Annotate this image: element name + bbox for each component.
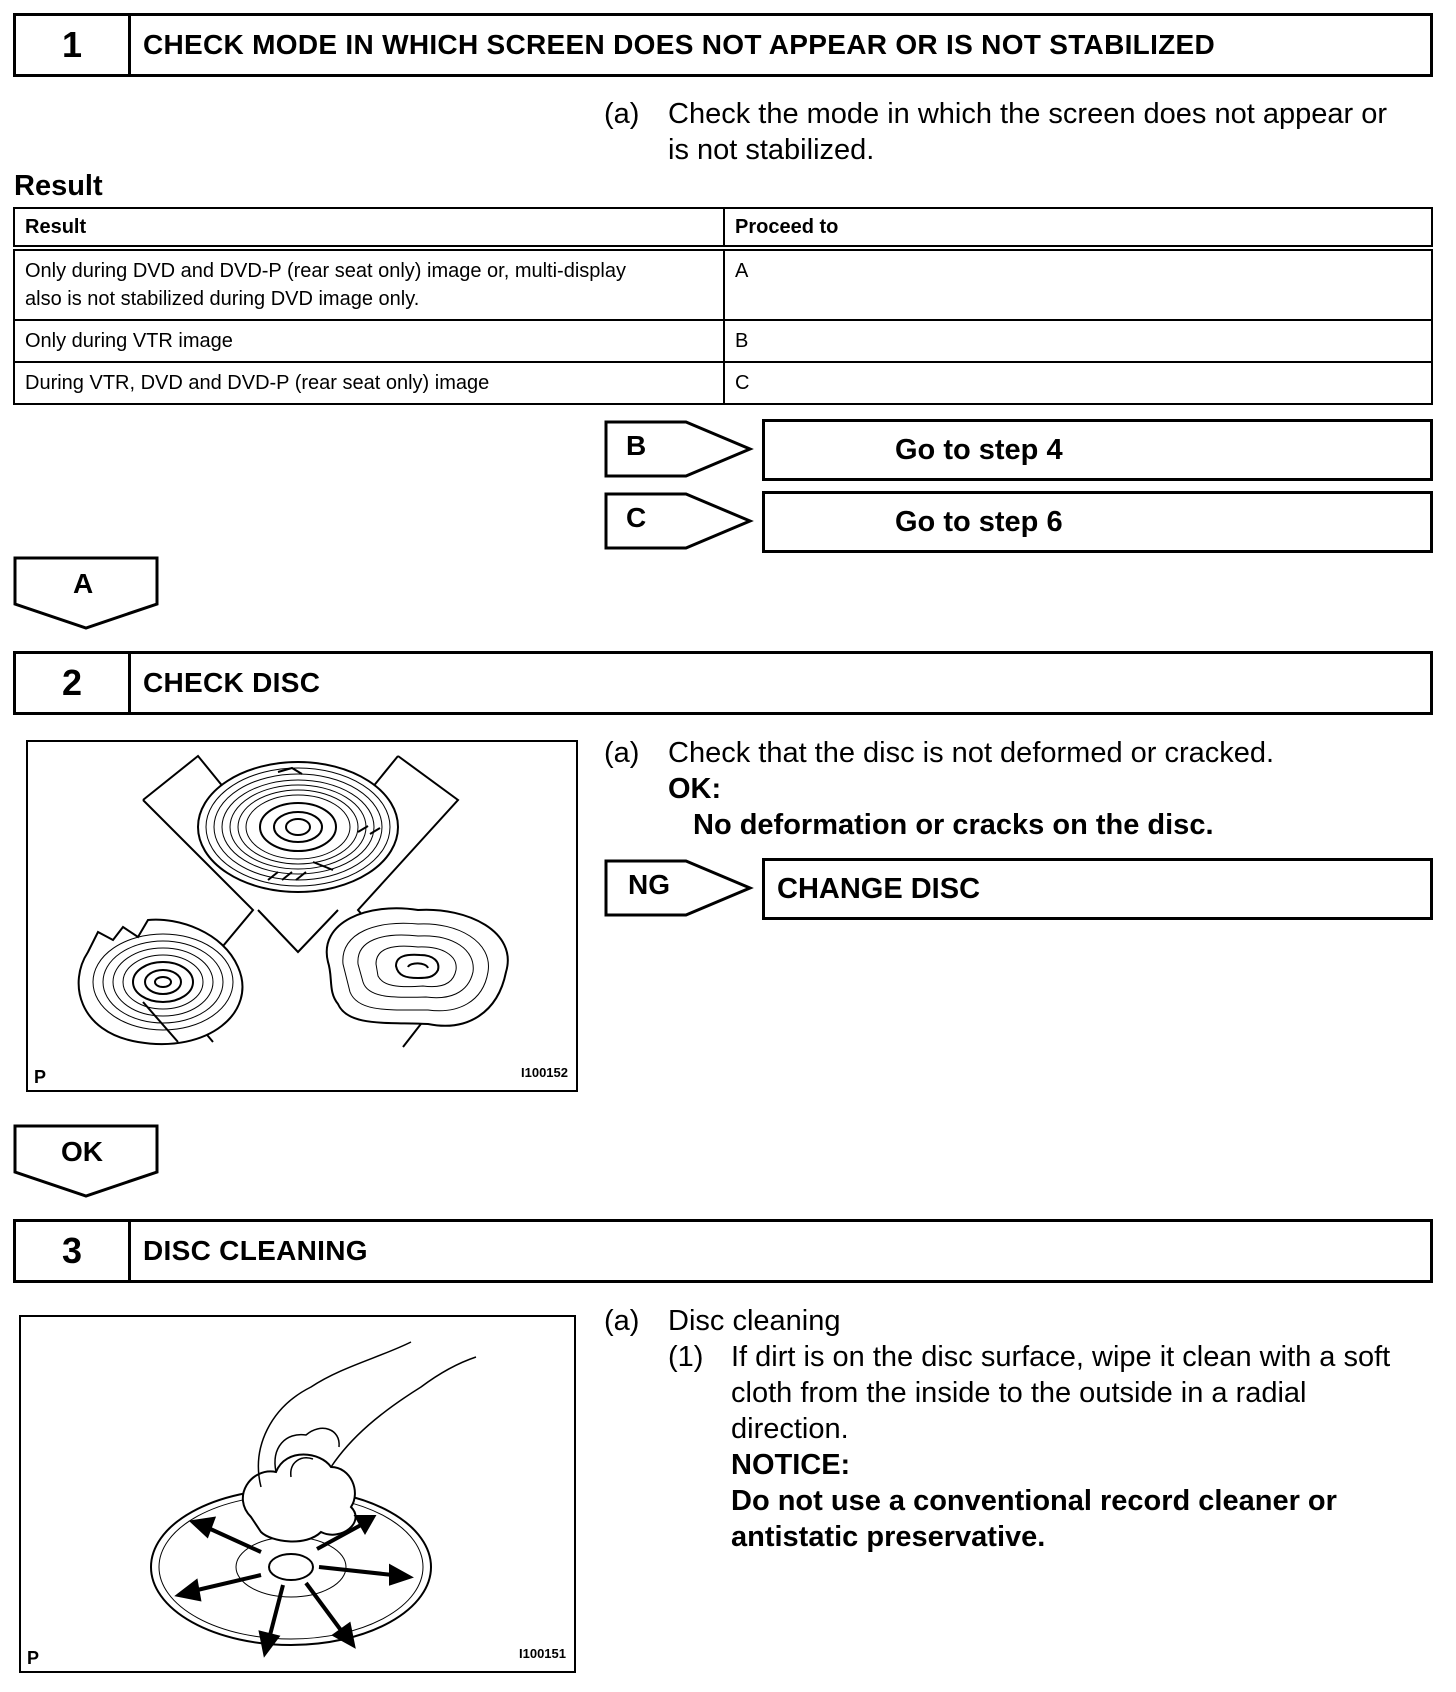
step1-header: [13, 13, 1433, 77]
right-arrow-tag-icon: [604, 859, 754, 917]
step3-title: DISC CLEANING: [143, 1235, 368, 1266]
step3-item-1-line2: cloth from the inside to the outside in a radial: [731, 1377, 1307, 1409]
step3-item-1-line3: direction.: [731, 1413, 849, 1445]
result-table: [13, 207, 1433, 405]
branch-a-label: A: [73, 568, 94, 599]
step1-number: 1: [16, 16, 131, 74]
notice-line2: antistatic preservative.: [731, 1521, 1046, 1553]
figure-id: I100152: [521, 1065, 568, 1080]
branch-b-label: B: [626, 430, 647, 461]
result-cell: [14, 248, 724, 320]
notice-label: NOTICE:: [731, 1449, 851, 1481]
figure-id: I100151: [519, 1646, 566, 1661]
figure-p-label: P: [34, 1067, 47, 1087]
ok-branch-arrow[interactable]: [13, 1124, 159, 1198]
step2-ok-label: OK:: [668, 773, 722, 805]
result-cell-line2: also is not stabilized during DVD image only.: [25, 288, 420, 310]
proceed-column-header: Proceed to: [724, 208, 1432, 248]
step3-number: 3: [16, 1222, 131, 1280]
disc-cleaning-figure: [19, 1315, 576, 1673]
result-cell: During VTR, DVD and DVD-P (rear seat only) image: [14, 362, 724, 404]
step3-item-1-line1: If dirt is on the disc surface, wipe it clean with a soft: [731, 1341, 1391, 1373]
table-row: [14, 248, 1432, 320]
disc-cleaning-illustration: [21, 1317, 574, 1671]
step1-title: CHECK MODE IN WHICH SCREEN DOES NOT APPEAR OR IS NOT STABILIZED: [143, 29, 1216, 60]
step2-item-a-text: Check that the disc is not deformed or cracked.: [668, 737, 1275, 769]
branch-c-label: C: [626, 502, 647, 533]
change-disc-box[interactable]: [762, 858, 1433, 920]
step1-item-a-marker: (a): [604, 98, 640, 130]
result-table-header-row: [14, 208, 1432, 248]
step2-header: [13, 651, 1433, 715]
step1-item-a-line2: is not stabilized.: [668, 134, 875, 166]
proceed-cell: C: [724, 362, 1432, 404]
result-cell-line1: Only during DVD and DVD-P (rear seat only) image or, multi-display: [25, 260, 626, 282]
result-column-header: Result: [14, 208, 724, 248]
result-heading: Result: [14, 170, 103, 202]
branch-c-arrow[interactable]: [604, 492, 754, 550]
step2-title: CHECK DISC: [143, 667, 321, 698]
proceed-cell: B: [724, 320, 1432, 362]
step1-item-a-line1: Check the mode in which the screen does not appear or: [668, 98, 1387, 130]
change-disc-text: CHANGE DISC: [777, 872, 981, 905]
branch-b-arrow[interactable]: [604, 420, 754, 478]
step3-item-a-text: Disc cleaning: [668, 1305, 841, 1337]
ok-branch-label: OK: [61, 1136, 103, 1167]
notice-line1: Do not use a conventional record cleaner or: [731, 1485, 1337, 1517]
goto-step-6-text: Go to step 6: [895, 505, 1063, 538]
goto-step-4-box[interactable]: [762, 419, 1433, 481]
disc-deformation-figure: [26, 740, 578, 1092]
damaged-discs-illustration: [28, 742, 576, 1090]
ng-branch-arrow[interactable]: [604, 859, 754, 917]
goto-step-6-box[interactable]: [762, 491, 1433, 553]
ng-label: NG: [628, 869, 670, 900]
step2-ok-text: No deformation or cracks on the disc.: [693, 809, 1214, 841]
step3-item-1-marker: (1): [668, 1341, 704, 1373]
goto-step-4-text: Go to step 4: [895, 433, 1063, 466]
table-row: [14, 320, 1432, 362]
step3-header: [13, 1219, 1433, 1283]
figure-p-label: P: [27, 1648, 40, 1668]
proceed-cell: A: [724, 248, 1432, 320]
step2-item-a-marker: (a): [604, 737, 640, 769]
step2-number: 2: [16, 654, 131, 712]
result-cell: Only during VTR image: [14, 320, 724, 362]
step3-item-a-marker: (a): [604, 1305, 640, 1337]
branch-a-arrow[interactable]: [13, 556, 159, 630]
table-row: [14, 362, 1432, 404]
